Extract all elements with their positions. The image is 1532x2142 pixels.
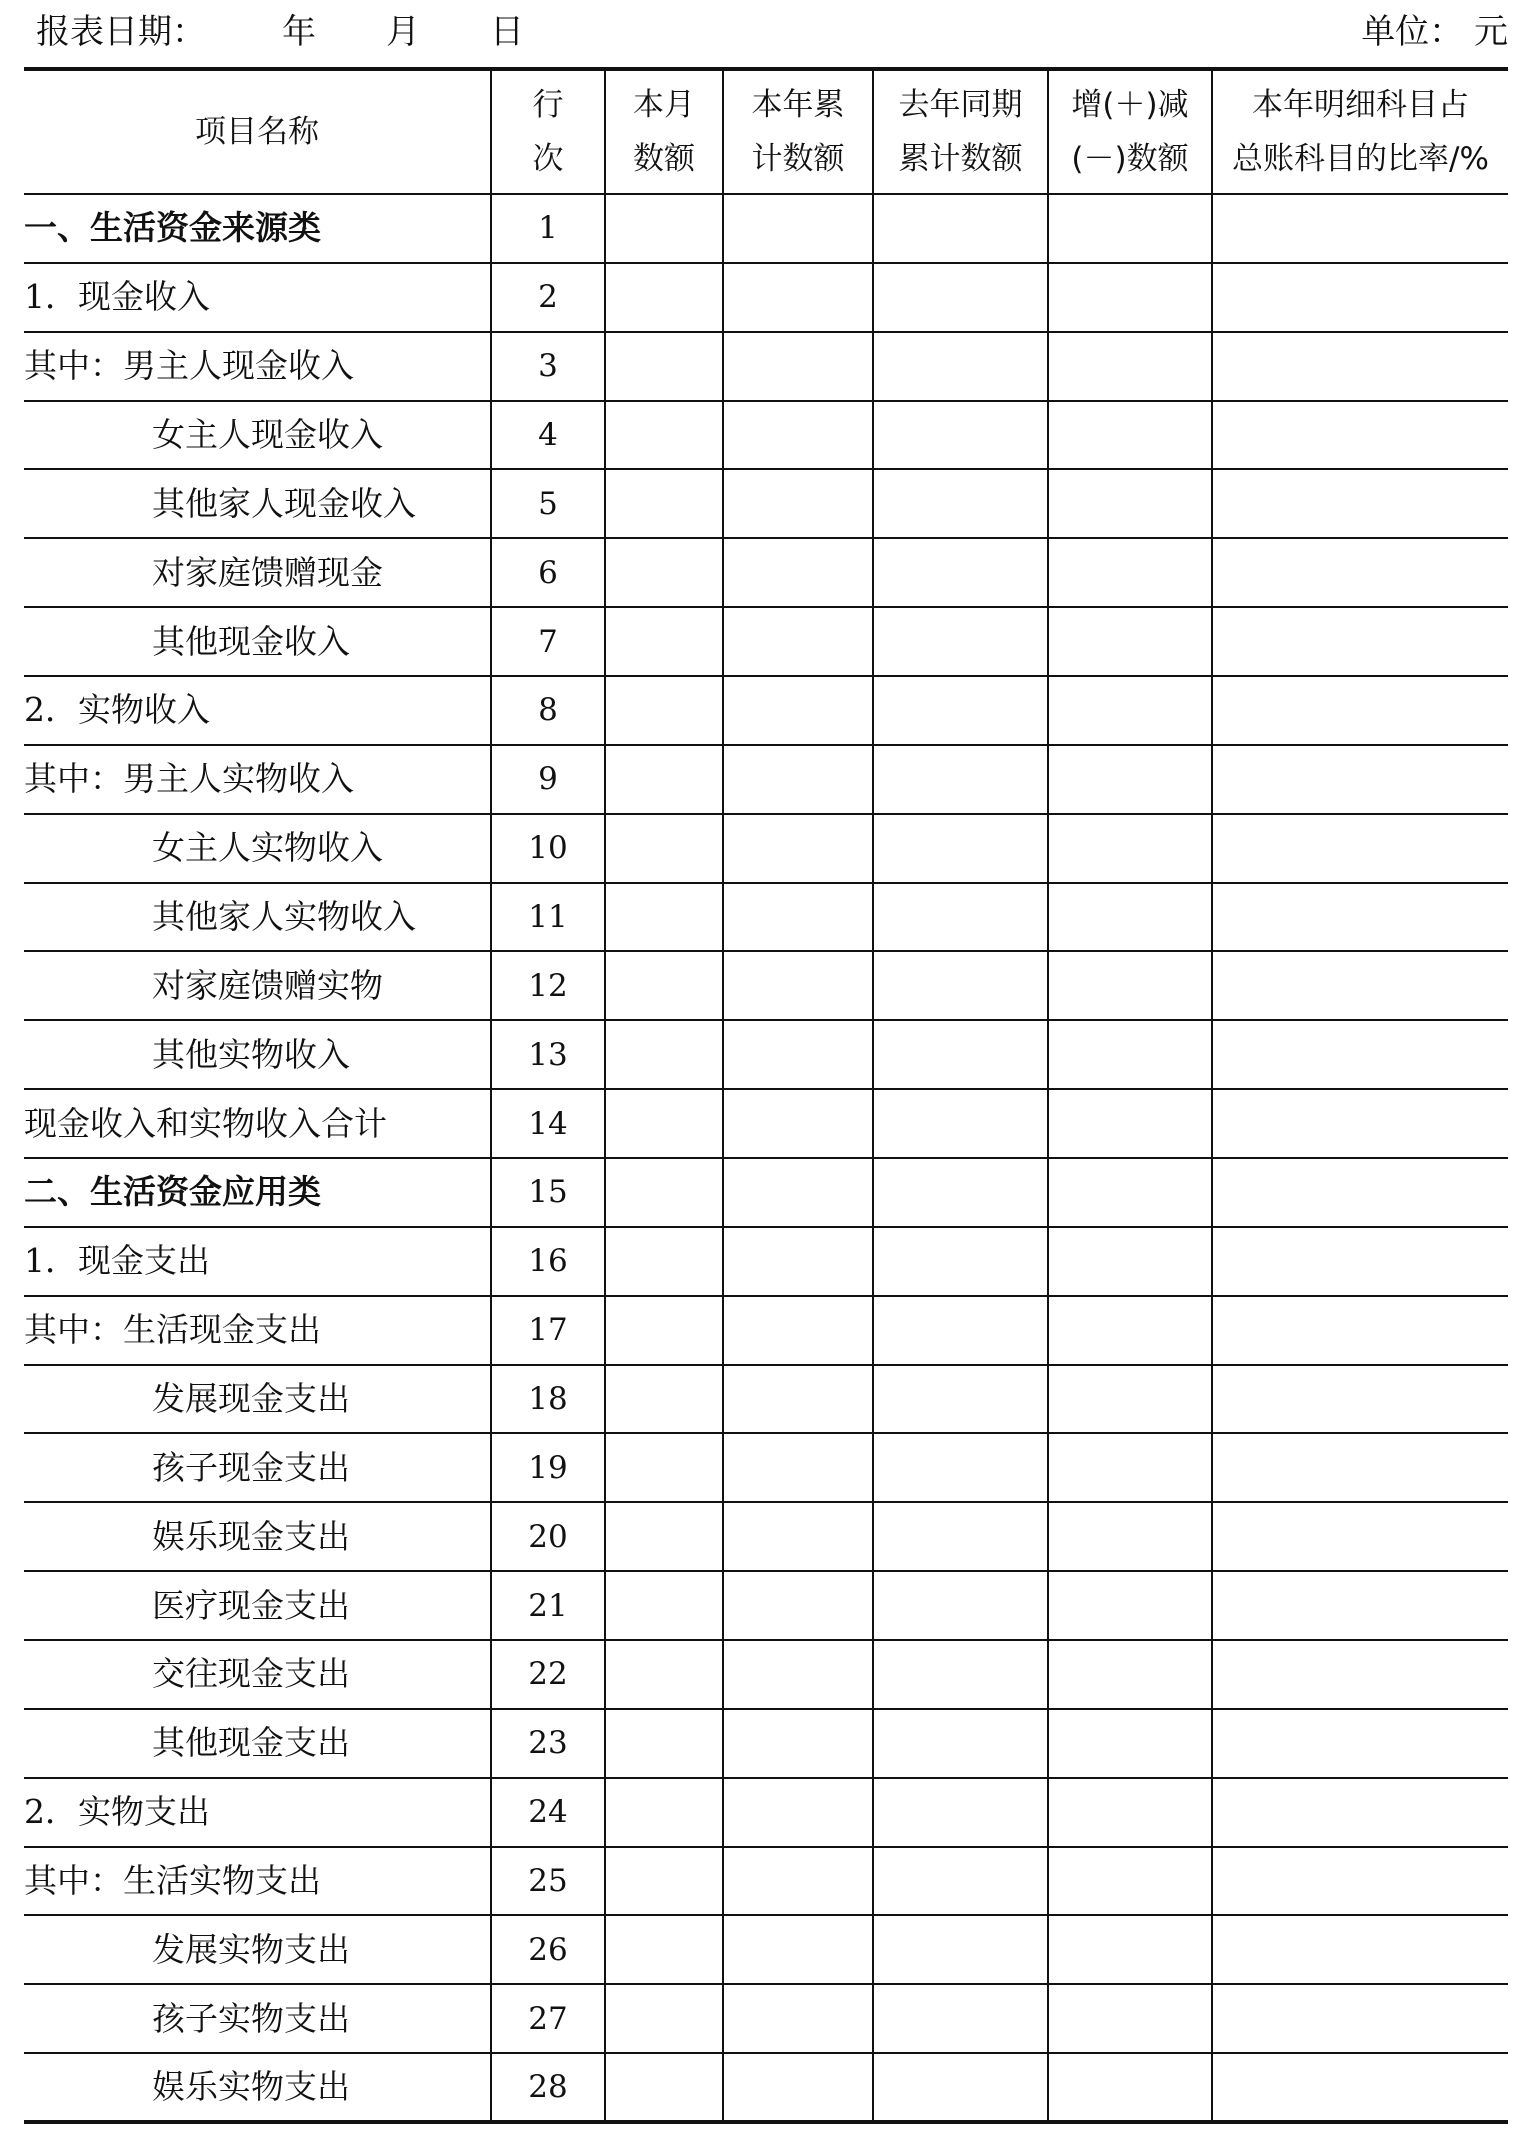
month-amount-cell[interactable] bbox=[605, 1571, 723, 1640]
table-row bbox=[24, 1640, 1508, 1709]
col-header-line-no: 行 次 bbox=[491, 69, 605, 194]
col-header-ratio: 本年明细科目占 总账科目的比率/% bbox=[1212, 69, 1508, 194]
line-number-cell: 12 bbox=[491, 951, 605, 1020]
change-amount-cell[interactable] bbox=[1048, 469, 1212, 538]
day-label: 日 bbox=[490, 12, 524, 52]
month-amount-cell[interactable] bbox=[605, 1847, 723, 1916]
change-amount-cell[interactable] bbox=[1048, 814, 1212, 883]
month-amount-cell[interactable] bbox=[605, 1227, 723, 1296]
table-row bbox=[24, 1296, 1508, 1365]
table-row bbox=[24, 883, 1508, 952]
prev-ytd-amount-cell[interactable] bbox=[873, 1640, 1048, 1709]
change-amount-cell[interactable] bbox=[1048, 1640, 1212, 1709]
item-name-cell: 一、生活资金来源类 bbox=[24, 194, 491, 263]
ytd-amount-cell[interactable] bbox=[723, 1984, 873, 2053]
ratio-cell[interactable] bbox=[1212, 263, 1508, 332]
month-amount-cell[interactable] bbox=[605, 814, 723, 883]
table-row bbox=[24, 814, 1508, 883]
month-amount-cell[interactable] bbox=[605, 194, 723, 263]
table-row bbox=[24, 194, 1508, 263]
line-number-cell: 24 bbox=[491, 1778, 605, 1847]
change-amount-cell[interactable] bbox=[1048, 401, 1212, 470]
ytd-amount-cell[interactable] bbox=[723, 1020, 873, 1089]
item-name-cell: 孩子现金支出 bbox=[24, 1433, 491, 1502]
ratio-cell[interactable] bbox=[1212, 951, 1508, 1020]
month-amount-cell[interactable] bbox=[605, 1365, 723, 1434]
ratio-cell[interactable] bbox=[1212, 194, 1508, 263]
ytd-amount-cell[interactable] bbox=[723, 1571, 873, 1640]
item-name-cell: 其中：生活实物支出 bbox=[24, 1847, 491, 1916]
item-name-cell: 现金收入和实物收入合计 bbox=[24, 1089, 491, 1158]
prev-ytd-amount-cell[interactable] bbox=[873, 1778, 1048, 1847]
prev-ytd-amount-cell[interactable] bbox=[873, 263, 1048, 332]
ytd-amount-cell[interactable] bbox=[723, 1709, 873, 1778]
table-row bbox=[24, 1915, 1508, 1984]
ytd-amount-cell[interactable] bbox=[723, 814, 873, 883]
change-amount-cell[interactable] bbox=[1048, 1296, 1212, 1365]
item-name-cell: 女主人现金收入 bbox=[24, 401, 491, 470]
table-header-row bbox=[24, 69, 1508, 194]
change-amount-cell[interactable] bbox=[1048, 2053, 1212, 2122]
line-number-cell: 17 bbox=[491, 1296, 605, 1365]
table-row bbox=[24, 469, 1508, 538]
line-number-cell: 15 bbox=[491, 1158, 605, 1227]
line-number-cell: 7 bbox=[491, 607, 605, 676]
ratio-cell[interactable] bbox=[1212, 1915, 1508, 1984]
line-number-cell: 6 bbox=[491, 538, 605, 607]
month-amount-cell[interactable] bbox=[605, 607, 723, 676]
ratio-cell[interactable] bbox=[1212, 1365, 1508, 1434]
item-name-cell: 二、生活资金应用类 bbox=[24, 1158, 491, 1227]
prev-ytd-amount-cell[interactable] bbox=[873, 745, 1048, 814]
item-name-cell: 发展现金支出 bbox=[24, 1365, 491, 1434]
ratio-cell[interactable] bbox=[1212, 883, 1508, 952]
year-label: 年 bbox=[282, 12, 316, 52]
change-amount-cell[interactable] bbox=[1048, 745, 1212, 814]
ratio-cell[interactable] bbox=[1212, 1847, 1508, 1916]
item-name-cell: 其中：男主人实物收入 bbox=[24, 745, 491, 814]
ytd-amount-cell[interactable] bbox=[723, 1158, 873, 1227]
month-amount-cell[interactable] bbox=[605, 745, 723, 814]
line-number-cell: 20 bbox=[491, 1502, 605, 1571]
item-name-cell: 娱乐实物支出 bbox=[24, 2053, 491, 2122]
item-name-cell: 娱乐现金支出 bbox=[24, 1502, 491, 1571]
month-amount-cell[interactable] bbox=[605, 263, 723, 332]
change-amount-cell[interactable] bbox=[1048, 1227, 1212, 1296]
change-amount-cell[interactable] bbox=[1048, 607, 1212, 676]
unit-label: 单位： 元 bbox=[1361, 12, 1508, 52]
month-amount-cell[interactable] bbox=[605, 2053, 723, 2122]
line-number-cell: 25 bbox=[491, 1847, 605, 1916]
report-date-label: 报表日期： bbox=[36, 12, 206, 52]
line-number-cell: 4 bbox=[491, 401, 605, 470]
ratio-cell[interactable] bbox=[1212, 814, 1508, 883]
line-number-cell: 1 bbox=[491, 194, 605, 263]
col-header-item-name: 项目名称 bbox=[24, 69, 491, 194]
item-name-cell: 1．现金收入 bbox=[24, 263, 491, 332]
item-name-cell: 2．实物支出 bbox=[24, 1778, 491, 1847]
ratio-cell[interactable] bbox=[1212, 469, 1508, 538]
table-row bbox=[24, 676, 1508, 745]
ytd-amount-cell[interactable] bbox=[723, 676, 873, 745]
line-number-cell: 10 bbox=[491, 814, 605, 883]
household-fund-report-table bbox=[24, 67, 1508, 2124]
col-header-prev-ytd-amount: 去年同期 累计数额 bbox=[873, 69, 1048, 194]
ratio-cell[interactable] bbox=[1212, 2053, 1508, 2122]
ratio-cell[interactable] bbox=[1212, 332, 1508, 401]
prev-ytd-amount-cell[interactable] bbox=[873, 1984, 1048, 2053]
line-number-cell: 2 bbox=[491, 263, 605, 332]
month-label: 月 bbox=[386, 12, 420, 52]
change-amount-cell[interactable] bbox=[1048, 1089, 1212, 1158]
month-amount-cell[interactable] bbox=[605, 1778, 723, 1847]
item-name-cell: 其他家人现金收入 bbox=[24, 469, 491, 538]
line-number-cell: 18 bbox=[491, 1365, 605, 1434]
item-name-cell: 其中：生活现金支出 bbox=[24, 1296, 491, 1365]
month-amount-cell[interactable] bbox=[605, 1709, 723, 1778]
prev-ytd-amount-cell[interactable] bbox=[873, 951, 1048, 1020]
ytd-amount-cell[interactable] bbox=[723, 883, 873, 952]
ytd-amount-cell[interactable] bbox=[723, 1089, 873, 1158]
table-row bbox=[24, 1227, 1508, 1296]
ratio-cell[interactable] bbox=[1212, 401, 1508, 470]
line-number-cell: 5 bbox=[491, 469, 605, 538]
item-name-cell: 交往现金支出 bbox=[24, 1640, 491, 1709]
month-amount-cell[interactable] bbox=[605, 1296, 723, 1365]
line-number-cell: 16 bbox=[491, 1227, 605, 1296]
ytd-amount-cell[interactable] bbox=[723, 1433, 873, 1502]
prev-ytd-amount-cell[interactable] bbox=[873, 332, 1048, 401]
change-amount-cell[interactable] bbox=[1048, 332, 1212, 401]
change-amount-cell[interactable] bbox=[1048, 1433, 1212, 1502]
ratio-cell[interactable] bbox=[1212, 1502, 1508, 1571]
prev-ytd-amount-cell[interactable] bbox=[873, 1433, 1048, 1502]
change-amount-cell[interactable] bbox=[1048, 1984, 1212, 2053]
ratio-cell[interactable] bbox=[1212, 1158, 1508, 1227]
line-number-cell: 14 bbox=[491, 1089, 605, 1158]
ytd-amount-cell[interactable] bbox=[723, 538, 873, 607]
ytd-amount-cell[interactable] bbox=[723, 1640, 873, 1709]
prev-ytd-amount-cell[interactable] bbox=[873, 401, 1048, 470]
change-amount-cell[interactable] bbox=[1048, 1915, 1212, 1984]
prev-ytd-amount-cell[interactable] bbox=[873, 1020, 1048, 1089]
ratio-cell[interactable] bbox=[1212, 1296, 1508, 1365]
prev-ytd-amount-cell[interactable] bbox=[873, 1571, 1048, 1640]
month-amount-cell[interactable] bbox=[605, 401, 723, 470]
line-number-cell: 8 bbox=[491, 676, 605, 745]
prev-ytd-amount-cell[interactable] bbox=[873, 1709, 1048, 1778]
table-row bbox=[24, 951, 1508, 1020]
ratio-cell[interactable] bbox=[1212, 745, 1508, 814]
ratio-cell[interactable] bbox=[1212, 607, 1508, 676]
month-amount-cell[interactable] bbox=[605, 538, 723, 607]
prev-ytd-amount-cell[interactable] bbox=[873, 469, 1048, 538]
line-number-cell: 19 bbox=[491, 1433, 605, 1502]
line-number-cell: 21 bbox=[491, 1571, 605, 1640]
ratio-cell[interactable] bbox=[1212, 1778, 1508, 1847]
ratio-cell[interactable] bbox=[1212, 1227, 1508, 1296]
ratio-cell[interactable] bbox=[1212, 1709, 1508, 1778]
ytd-amount-cell[interactable] bbox=[723, 607, 873, 676]
line-number-cell: 26 bbox=[491, 1915, 605, 1984]
table-row bbox=[24, 1433, 1508, 1502]
item-name-cell: 女主人实物收入 bbox=[24, 814, 491, 883]
table-row bbox=[24, 1984, 1508, 2053]
item-name-cell: 对家庭馈赠现金 bbox=[24, 538, 491, 607]
prev-ytd-amount-cell[interactable] bbox=[873, 814, 1048, 883]
table-row bbox=[24, 1778, 1508, 1847]
prev-ytd-amount-cell[interactable] bbox=[873, 194, 1048, 263]
ytd-amount-cell[interactable] bbox=[723, 401, 873, 470]
table-body bbox=[24, 194, 1508, 2122]
change-amount-cell[interactable] bbox=[1048, 951, 1212, 1020]
item-name-cell: 2．实物收入 bbox=[24, 676, 491, 745]
prev-ytd-amount-cell[interactable] bbox=[873, 1915, 1048, 1984]
change-amount-cell[interactable] bbox=[1048, 1709, 1212, 1778]
table-row bbox=[24, 263, 1508, 332]
month-amount-cell[interactable] bbox=[605, 1433, 723, 1502]
ytd-amount-cell[interactable] bbox=[723, 194, 873, 263]
table-row bbox=[24, 1365, 1508, 1434]
prev-ytd-amount-cell[interactable] bbox=[873, 2053, 1048, 2122]
ytd-amount-cell[interactable] bbox=[723, 951, 873, 1020]
report-header bbox=[24, 0, 1508, 70]
ytd-amount-cell[interactable] bbox=[723, 1778, 873, 1847]
table-row bbox=[24, 745, 1508, 814]
col-header-month-amount: 本月 数额 bbox=[605, 69, 723, 194]
table-row bbox=[24, 1847, 1508, 1916]
table-row bbox=[24, 1020, 1508, 1089]
col-header-ytd-amount: 本年累 计数额 bbox=[723, 69, 873, 194]
month-amount-cell[interactable] bbox=[605, 332, 723, 401]
change-amount-cell[interactable] bbox=[1048, 263, 1212, 332]
item-name-cell: 孩子实物支出 bbox=[24, 1984, 491, 2053]
table-row bbox=[24, 332, 1508, 401]
item-name-cell: 1．现金支出 bbox=[24, 1227, 491, 1296]
ytd-amount-cell[interactable] bbox=[723, 332, 873, 401]
ratio-cell[interactable] bbox=[1212, 1020, 1508, 1089]
ytd-amount-cell[interactable] bbox=[723, 2053, 873, 2122]
prev-ytd-amount-cell[interactable] bbox=[873, 676, 1048, 745]
month-amount-cell[interactable] bbox=[605, 1020, 723, 1089]
item-name-cell: 其中：男主人现金收入 bbox=[24, 332, 491, 401]
ytd-amount-cell[interactable] bbox=[723, 1296, 873, 1365]
line-number-cell: 13 bbox=[491, 1020, 605, 1089]
table-row bbox=[24, 2053, 1508, 2122]
prev-ytd-amount-cell[interactable] bbox=[873, 1227, 1048, 1296]
item-name-cell: 其他家人实物收入 bbox=[24, 883, 491, 952]
month-amount-cell[interactable] bbox=[605, 1502, 723, 1571]
ratio-cell[interactable] bbox=[1212, 538, 1508, 607]
month-amount-cell[interactable] bbox=[605, 469, 723, 538]
ytd-amount-cell[interactable] bbox=[723, 1847, 873, 1916]
prev-ytd-amount-cell[interactable] bbox=[873, 1365, 1048, 1434]
change-amount-cell[interactable] bbox=[1048, 1847, 1212, 1916]
change-amount-cell[interactable] bbox=[1048, 676, 1212, 745]
table-row bbox=[24, 1089, 1508, 1158]
ytd-amount-cell[interactable] bbox=[723, 1502, 873, 1571]
table-row bbox=[24, 1709, 1508, 1778]
change-amount-cell[interactable] bbox=[1048, 1158, 1212, 1227]
ytd-amount-cell[interactable] bbox=[723, 263, 873, 332]
ytd-amount-cell[interactable] bbox=[723, 745, 873, 814]
ytd-amount-cell[interactable] bbox=[723, 469, 873, 538]
change-amount-cell[interactable] bbox=[1048, 1365, 1212, 1434]
item-name-cell: 医疗现金支出 bbox=[24, 1571, 491, 1640]
line-number-cell: 22 bbox=[491, 1640, 605, 1709]
prev-ytd-amount-cell[interactable] bbox=[873, 1089, 1048, 1158]
change-amount-cell[interactable] bbox=[1048, 1778, 1212, 1847]
ytd-amount-cell[interactable] bbox=[723, 1365, 873, 1434]
line-number-cell: 11 bbox=[491, 883, 605, 952]
table-row bbox=[24, 538, 1508, 607]
month-amount-cell[interactable] bbox=[605, 951, 723, 1020]
line-number-cell: 3 bbox=[491, 332, 605, 401]
prev-ytd-amount-cell[interactable] bbox=[873, 1502, 1048, 1571]
table-row bbox=[24, 1158, 1508, 1227]
prev-ytd-amount-cell[interactable] bbox=[873, 607, 1048, 676]
month-amount-cell[interactable] bbox=[605, 1640, 723, 1709]
ytd-amount-cell[interactable] bbox=[723, 1915, 873, 1984]
item-name-cell: 对家庭馈赠实物 bbox=[24, 951, 491, 1020]
table-row bbox=[24, 401, 1508, 470]
line-number-cell: 23 bbox=[491, 1709, 605, 1778]
month-amount-cell[interactable] bbox=[605, 883, 723, 952]
month-amount-cell[interactable] bbox=[605, 1915, 723, 1984]
prev-ytd-amount-cell[interactable] bbox=[873, 1158, 1048, 1227]
table-row bbox=[24, 1502, 1508, 1571]
month-amount-cell[interactable] bbox=[605, 1158, 723, 1227]
item-name-cell: 其他实物收入 bbox=[24, 1020, 491, 1089]
prev-ytd-amount-cell[interactable] bbox=[873, 1847, 1048, 1916]
item-name-cell: 发展实物支出 bbox=[24, 1915, 491, 1984]
prev-ytd-amount-cell[interactable] bbox=[873, 883, 1048, 952]
table-row bbox=[24, 607, 1508, 676]
ratio-cell[interactable] bbox=[1212, 1571, 1508, 1640]
item-name-cell: 其他现金收入 bbox=[24, 607, 491, 676]
ratio-cell[interactable] bbox=[1212, 1089, 1508, 1158]
col-header-change-amount: 增(＋)减 (－)数额 bbox=[1048, 69, 1212, 194]
month-amount-cell[interactable] bbox=[605, 676, 723, 745]
item-name-cell: 其他现金支出 bbox=[24, 1709, 491, 1778]
ratio-cell[interactable] bbox=[1212, 1433, 1508, 1502]
ytd-amount-cell[interactable] bbox=[723, 1227, 873, 1296]
line-number-cell: 9 bbox=[491, 745, 605, 814]
change-amount-cell[interactable] bbox=[1048, 1502, 1212, 1571]
ratio-cell[interactable] bbox=[1212, 1640, 1508, 1709]
line-number-cell: 28 bbox=[491, 2053, 605, 2122]
prev-ytd-amount-cell[interactable] bbox=[873, 1296, 1048, 1365]
change-amount-cell[interactable] bbox=[1048, 1571, 1212, 1640]
change-amount-cell[interactable] bbox=[1048, 1020, 1212, 1089]
change-amount-cell[interactable] bbox=[1048, 883, 1212, 952]
prev-ytd-amount-cell[interactable] bbox=[873, 538, 1048, 607]
line-number-cell: 27 bbox=[491, 1984, 605, 2053]
ratio-cell[interactable] bbox=[1212, 1984, 1508, 2053]
month-amount-cell[interactable] bbox=[605, 1984, 723, 2053]
change-amount-cell[interactable] bbox=[1048, 538, 1212, 607]
table-row bbox=[24, 1571, 1508, 1640]
ratio-cell[interactable] bbox=[1212, 676, 1508, 745]
change-amount-cell[interactable] bbox=[1048, 194, 1212, 263]
month-amount-cell[interactable] bbox=[605, 1089, 723, 1158]
